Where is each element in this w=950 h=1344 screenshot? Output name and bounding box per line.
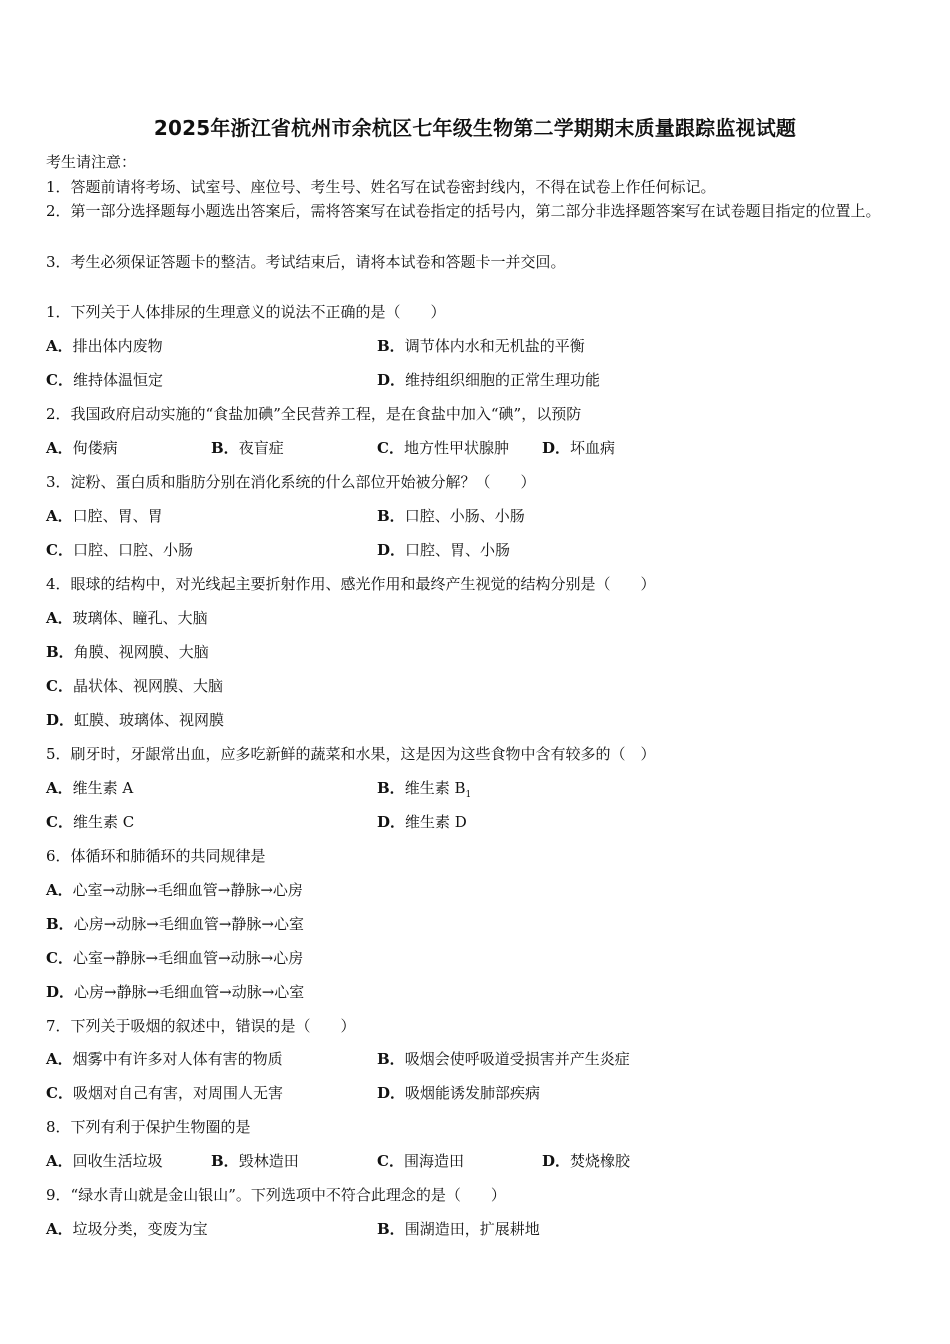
option-text: 调节体内水和无机盐的平衡 xyxy=(404,337,585,355)
option xyxy=(46,641,209,662)
option-text: 佝偻病 xyxy=(72,439,118,457)
question-stem: 1．下列关于人体排尿的生理意义的说法不正确的是（ ） xyxy=(46,303,446,321)
option xyxy=(377,539,510,560)
question-stem: 5．刷牙时，牙龈常出血，应多吃新鲜的蔬菜和水果，这是因为这些食物中含有较多的（ ） xyxy=(46,745,656,763)
option-letter: D． xyxy=(377,813,406,831)
option xyxy=(46,437,118,458)
option xyxy=(46,879,303,900)
option xyxy=(46,607,208,628)
question-stem: 9．“绿水青山就是金山银山”。下列选项中不符合此理念的是（ ） xyxy=(46,1186,506,1204)
option-text: 毁林造田 xyxy=(238,1152,299,1170)
option-letter: B． xyxy=(377,779,405,797)
option xyxy=(46,675,223,696)
option-letter: C． xyxy=(377,1152,404,1170)
option-text: 排出体内废物 xyxy=(72,337,163,355)
option-subscript: 1 xyxy=(465,790,472,800)
option-letter: D． xyxy=(542,439,571,457)
question-stem: 2．我国政府启动实施的“食盐加碘”全民营养工程，是在食盐中加入“碘”，以预防 xyxy=(46,405,582,423)
option-text: 虹膜、玻璃体、视网膜 xyxy=(74,711,225,729)
question-stem: 4．眼球的结构中，对光线起主要折射作用、感光作用和最终产生视觉的结构分别是（ ） xyxy=(46,575,656,593)
option-letter: C． xyxy=(46,813,73,831)
option-letter: A． xyxy=(46,439,73,457)
option-text: 垃圾分类，变废为宝 xyxy=(72,1220,208,1238)
option-letter: B． xyxy=(377,507,405,525)
option-text: 维生素 A xyxy=(72,779,134,797)
option-letter: D． xyxy=(377,371,406,389)
option-letter: B． xyxy=(46,643,74,661)
option-text: 围湖造田，扩展耕地 xyxy=(404,1220,540,1238)
notice-item: 1．答题前请将考场、试室号、座位号、考生号、姓名写在试卷密封线内，不得在试卷上作任何标记。 xyxy=(46,178,716,196)
option-text: 围海造田 xyxy=(403,1152,464,1170)
option xyxy=(46,1218,208,1239)
option-text: 口腔、胃、胃 xyxy=(72,507,163,525)
option xyxy=(46,505,163,526)
option-letter: D． xyxy=(377,1084,406,1102)
option-text: 焚烧橡胶 xyxy=(570,1152,631,1170)
exam-title: 2025年浙江省杭州市余杭区七年级生物第二学期期末质量跟踪监视试题 xyxy=(153,116,797,140)
notice-item: 3．考生必须保证答题卡的整洁。考试结束后，请将本试卷和答题卡一并交回。 xyxy=(46,253,566,271)
option-text: 心房→动脉→毛细血管→静脉→心室 xyxy=(73,915,304,933)
question-stem: 7．下列关于吸烟的叙述中，错误的是（ ） xyxy=(46,1017,356,1035)
question-stem: 3．淀粉、蛋白质和脂肪分别在消化系统的什么部位开始被分解？（ ） xyxy=(46,473,536,491)
question-stem: 8．下列有利于保护生物圈的是 xyxy=(46,1118,251,1136)
option xyxy=(46,811,134,832)
option xyxy=(377,1048,630,1069)
option-letter: B． xyxy=(46,915,74,933)
option xyxy=(377,1218,540,1239)
option-letter: C． xyxy=(46,677,73,695)
option-text: 维生素 D xyxy=(405,813,467,831)
option xyxy=(46,777,133,798)
option-text: 角膜、视网膜、大脑 xyxy=(73,643,209,661)
option-text: 口腔、小肠、小肠 xyxy=(404,507,525,525)
notice-item: 2．第一部分选择题每小题选出答案后，需将答案写在试卷指定的括号内，第二部分非选择题答案写在试卷题目指定的位置上。 xyxy=(46,202,881,220)
option-text: 维生素 C xyxy=(72,813,135,831)
option-text: 心室→静脉→毛细血管→动脉→心房 xyxy=(72,949,304,967)
option-letter: D． xyxy=(542,1152,571,1170)
option xyxy=(542,437,615,458)
option xyxy=(46,369,163,390)
option xyxy=(377,369,600,390)
option-letter: C． xyxy=(46,949,73,967)
option-text: 吸烟对自己有害，对周围人无害 xyxy=(72,1084,283,1102)
notice-heading: 考生请注意： xyxy=(46,153,137,171)
option xyxy=(46,981,304,1002)
option-letter: B． xyxy=(377,1050,405,1068)
option xyxy=(46,1082,283,1103)
option-letter: C． xyxy=(46,541,73,559)
option-letter: B． xyxy=(211,1152,239,1170)
option-letter: B． xyxy=(211,439,239,457)
question-stem: 6．体循环和肺循环的共同规律是 xyxy=(46,847,266,865)
option-text: 回收生活垃圾 xyxy=(72,1152,163,1170)
option-letter: A． xyxy=(46,337,73,355)
option xyxy=(46,539,193,560)
option-text: 口腔、口腔、小肠 xyxy=(72,541,193,559)
option xyxy=(377,811,467,832)
option-text: 心室→动脉→毛细血管→静脉→心房 xyxy=(72,881,303,899)
option xyxy=(46,913,304,934)
option-text: 玻璃体、瞳孔、大脑 xyxy=(72,609,208,627)
option-text: 口腔、胃、小肠 xyxy=(405,541,511,559)
option-text: 地方性甲状腺肿 xyxy=(403,439,509,457)
option-letter: A． xyxy=(46,507,73,525)
option-text: 晶状体、视网膜、大脑 xyxy=(72,677,223,695)
option-letter: A． xyxy=(46,1050,73,1068)
option xyxy=(377,437,509,458)
option xyxy=(46,709,224,730)
option-letter: B． xyxy=(377,1220,405,1238)
option-letter: A． xyxy=(46,881,73,899)
option xyxy=(377,335,585,356)
option xyxy=(377,1150,464,1171)
option xyxy=(211,437,284,458)
option-letter: C． xyxy=(46,1084,73,1102)
option xyxy=(377,505,525,526)
option xyxy=(46,1150,163,1171)
option-text: 维持组织细胞的正常生理功能 xyxy=(405,371,601,389)
option-letter: C． xyxy=(377,439,404,457)
option xyxy=(46,335,163,356)
option xyxy=(377,777,471,800)
option-letter: C． xyxy=(46,371,73,389)
option-letter: D． xyxy=(46,711,75,729)
option-text: 吸烟能诱发肺部疾病 xyxy=(405,1084,541,1102)
option xyxy=(377,1082,540,1103)
option-text: 维持体温恒定 xyxy=(72,371,163,389)
option-letter: A． xyxy=(46,609,73,627)
option xyxy=(542,1150,630,1171)
option-text: 烟雾中有许多对人体有害的物质 xyxy=(72,1050,283,1068)
option-text: 维生素 B xyxy=(404,779,466,797)
option-text: 吸烟会使呼吸道受损害并产生炎症 xyxy=(404,1050,630,1068)
option-letter: D． xyxy=(377,541,406,559)
option xyxy=(46,1048,283,1069)
option-letter: D． xyxy=(46,983,75,1001)
option xyxy=(211,1150,299,1171)
option-letter: A． xyxy=(46,779,73,797)
option-text: 心房→静脉→毛细血管→动脉→心室 xyxy=(74,983,305,1001)
option-text: 夜盲症 xyxy=(238,439,284,457)
option-text: 坏血病 xyxy=(570,439,616,457)
option-letter: B． xyxy=(377,337,405,355)
option-letter: A． xyxy=(46,1152,73,1170)
option-letter: A． xyxy=(46,1220,73,1238)
option xyxy=(46,947,303,968)
